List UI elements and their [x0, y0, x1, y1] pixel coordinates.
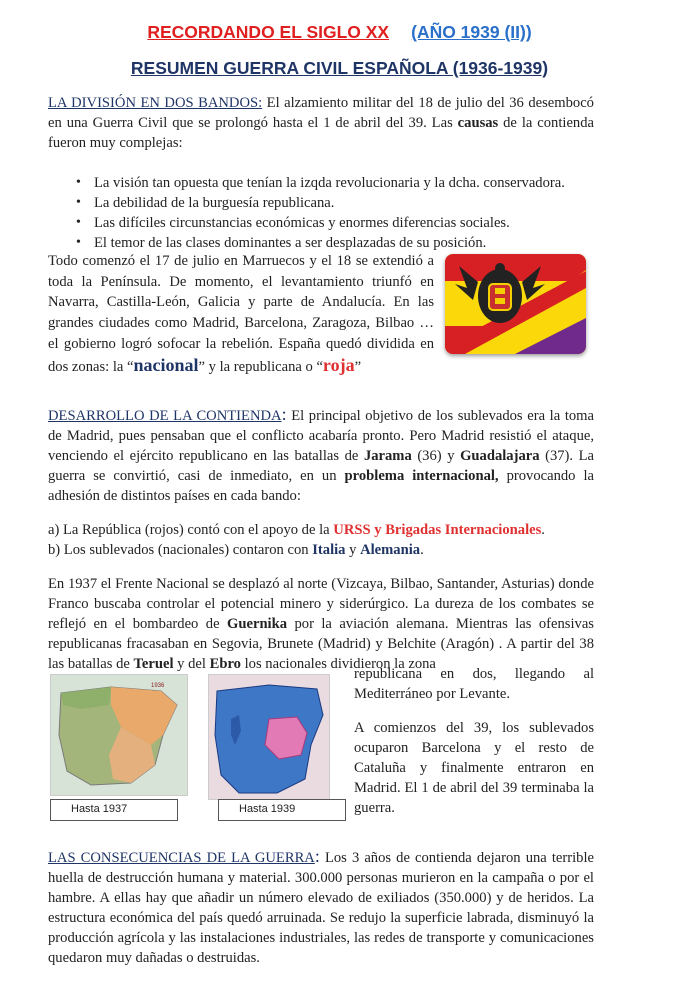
desarrollo-p2: En 1937 el Frente Nacional se desplazó al norte (Vizcaya, Bilbao, Santander, Asturias) donde Franco buscaba controlar el potencial minero y siderúrgico. La dureza de los combates se reflejó en el bombardeo de Guernika por la aviación alemana. Mientras las ofensivas republicanas fracasaban en Segovia, Brunete (Madrid) y Belchite (Aragón) . A partir del 38 las batallas de Teruel y del Ebro los nacionales dividieron la zona — [48, 576, 594, 672]
section-consecuencias — [48, 846, 594, 968]
desarrollo-p2-cont: republicana en dos, llegando al Mediterráneo por Levante. — [354, 666, 594, 702]
section-desarrollo — [48, 404, 594, 674]
title-red: RECORDANDO EL SIGLO XX — [147, 22, 390, 42]
desarrollo-b: b) Los sublevados (nacionales) contaron con Italia y Alemania. — [48, 542, 424, 558]
desarrollo-a: a) La República (rojos) contó con el apoyo de la URSS y Brigadas Internacionales. — [48, 522, 545, 538]
desarrollo-p3: A comienzos del 39, los sublevados ocuparon Barcelona y el resto de Cataluña y finalmente entraron en Madrid. El 1 de abril del 39 terminaba la guerra. — [354, 720, 594, 816]
flag-svg — [445, 254, 586, 354]
nacional-bold: nacional — [133, 354, 199, 375]
causes-list — [48, 173, 594, 253]
list-item: • Las difíciles circunstancias económicas y enormes diferencias sociales. — [48, 213, 594, 233]
section-division — [48, 93, 594, 253]
caption-1939: Hasta 1939 — [218, 799, 346, 821]
title-year: (AÑO 1939 (II)) — [411, 22, 532, 42]
list-item: • La debilidad de la burguesía republicana. — [48, 193, 594, 213]
consecuencias-text: LAS CONSECUENCIAS DE LA GUERRA: Los 3 años de contienda dejaron una terrible huella de destrucción humana y material. 300.000 personas murieron en la campaña o por el hambre. A ellas hay que añadir un número elevado de exiliados (350.000) y de heridos. La estructura económica del país quedó arruinada. Se redujo la superficie labrada, disminuyó la producción agrícola y las instalaciones industriales, las redes de transporte y comunicaciones quedaron muy dañadas o destruidas. — [48, 846, 594, 966]
causas-bold: causas — [457, 115, 499, 131]
svg-text:1936: 1936 — [151, 683, 165, 689]
division-intro: LA DIVISIÓN EN DOS BANDOS: El alzamiento militar del 18 de julio del 36 desembocó en una Guerra Civil que se prolongó hasta el 1 de abril del 39. Las causas de la contienda fueron muy complejas: — [48, 95, 594, 151]
division-heading: LA DIVISIÓN EN DOS BANDOS: — [48, 95, 263, 111]
flag-image — [445, 254, 586, 354]
page-title — [0, 22, 679, 43]
caption-1937: Hasta 1937 — [50, 799, 178, 821]
list-item: • La visión tan opuesta que tenían la izqda revolucionaria y la dcha. conservadora. — [48, 173, 594, 193]
consecuencias-heading: LAS CONSECUENCIAS DE LA GUERRA — [48, 850, 315, 866]
desarrollo-heading: DESARROLLO DE LA CONTIENDA — [48, 408, 282, 424]
map-1939 — [208, 674, 330, 800]
list-item: • El temor de las clases dominantes a ser desplazadas de su posición. — [48, 233, 594, 253]
roja-bold: roja — [322, 354, 355, 375]
page-subtitle: RESUMEN GUERRA CIVIL ESPAÑOLA (1936-1939) — [130, 58, 549, 78]
desarrollo-p1: DESARROLLO DE LA CONTIENDA: El principal objetivo de los sublevados era la toma de Madrid, pues pensaban que el conflicto acabaría pronto. Pero Madrid resistió el ataque, venciendo el ejército republicano en las batallas de Jarama (36) y Guadalajara (37). La guerra se convirtió, casi de inmediato, en un problema internacional, provocando la adhesión de distintos países en cada bando: — [48, 404, 594, 504]
map-1937 — [50, 674, 188, 796]
division-start: Todo comenzó el 17 de julio en Marruecos y el 18 se extendió a toda la Península. De momento, el levantamiento triunfó en Navarra, Castilla-León, Galicia y parte de Andalucía. En las grandes ciudades como Madrid, Barcelona, Zaragoza, Bilbao … el gobierno logró sofocar la rebelión. España quedó dividida en dos zonas: la “nacional” y la republicana o “roja” — [48, 253, 434, 375]
desarrollo-right-col — [354, 664, 594, 818]
